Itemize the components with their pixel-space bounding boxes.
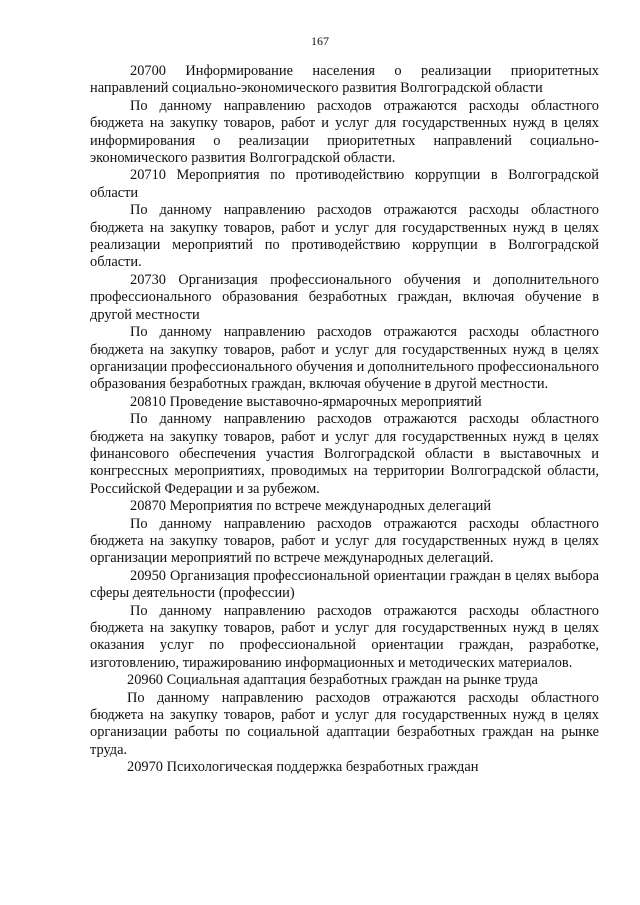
- section-heading-20950: 20950 Организация профессиональной ориентации граждан в целях выбора сферы деятельности (профессии): [90, 567, 599, 602]
- section-heading-20700: 20700 Информирование населения о реализации приоритетных направлений социально-экономического развития Волгоградской области: [90, 63, 599, 97]
- section-description-20710: По данному направлению расходов отражаются расходы областного бюджета на закупку товаров, работ и услуг для государственных нужд в целях реализации мероприятий по противодействию коррупции в Волгоградской области.: [90, 202, 599, 271]
- section-heading-20710: 20710 Мероприятия по противодействию коррупции в Волгоградской области: [90, 167, 599, 201]
- section-description-20810: По данному направлению расходов отражаются расходы областного бюджета на закупку товаров, работ и услуг для государственных нужд в целях финансового обеспечения участия Волгоградской области в выставочных и конгрессных мероприятиях, проводимых на территории Волгоградской области, Российской Федерации и за рубежом.: [90, 411, 599, 497]
- page-body: [90, 63, 599, 777]
- section-description-20950: По данному направлению расходов отражаются расходы областного бюджета на закупку товаров, работ и услуг для государственных нужд в целях оказания услуг по профессиональной ориентации граждан, разработке, изготовлению, тиражированию информационных и методических материалов.: [90, 602, 599, 671]
- section-description-20960: По данному направлению расходов отражаются расходы областного бюджета на закупку товаров, работ и услуг для государственных нужд в целях организации работы по социальной адаптации безработных граждан на рынке труда.: [90, 689, 599, 758]
- section-heading-20730: 20730 Организация профессионального обучения и дополнительного профессионального образования безработных граждан, включая обучение в другой местности: [90, 271, 599, 323]
- section-description-20870: По данному направлению расходов отражаются расходы областного бюджета на закупку товаров, работ и услуг для государственных нужд в целях организации мероприятий по встрече международных делегаций.: [90, 515, 599, 567]
- page-number: 167: [311, 34, 329, 48]
- section-heading-20970: 20970 Психологическая поддержка безработных граждан: [127, 759, 479, 776]
- section-heading-20870: 20870 Мероприятия по встрече международных делегаций: [130, 498, 492, 515]
- section-heading-20810: 20810 Проведение выставочно-ярмарочных мероприятий: [130, 393, 482, 410]
- section-heading-20960: 20960 Социальная адаптация безработных граждан на рынке труда: [127, 672, 538, 689]
- section-description-20700: По данному направлению расходов отражаются расходы областного бюджета на закупку товаров, работ и услуг для государственных нужд в целях информирования о реализации приоритетных направлений социально-экономического развития Волгоградской области.: [90, 97, 599, 167]
- section-description-20730: По данному направлению расходов отражаются расходы областного бюджета на закупку товаров, работ и услуг для государственных нужд в целях организации профессионального обучения и дополнительного профессионального образования безработных граждан, включая обучение в другой местности.: [90, 324, 599, 393]
